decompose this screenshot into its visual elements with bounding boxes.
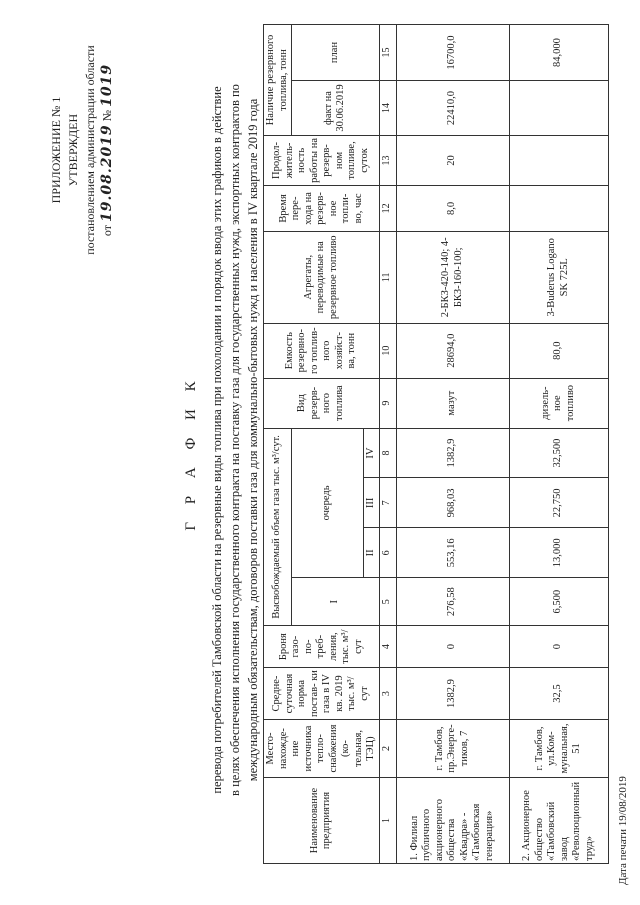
document-title: Г Р А Ф И К (183, 374, 199, 531)
header-reserve: Броня газо- по- треб- ления, тыс. м³/ сут (264, 626, 380, 668)
header-duration: Продол- житель- ность работы на резерв- ном топливе, суток (264, 135, 380, 185)
approval-date-line: от 19.08.2019 № 1019 (99, 63, 115, 237)
header-units: Агрегаты, переводимые на резервное топливо (264, 231, 380, 323)
table-row: 1. Филиал публичного акционерного общества «Квадра» - «Тамбовская генерация» г. Тамбов, пр.Энерге- тиков, 7 1382,9 0 276,58 553,16 968,03 1382,9 мазут 28694,0 2-БКЗ-420-140; 4-БКЗ-160-100; 8,0 20 22410,0 16700,0 (396, 25, 509, 864)
header-fuel-type: Вид резерв- ного топлива (264, 378, 380, 428)
header-stage-2: II (364, 528, 380, 578)
approval-date: 19.08.2019 (99, 124, 115, 223)
print-date: Дата печати 19/08/2019 (617, 776, 629, 885)
header-capacity: Емкость резервно- го топлив- ного хозяйст- ва, тонн (264, 323, 380, 378)
approved-label: УТВЕРЖДЕН (66, 113, 80, 187)
header-stage-3: III (364, 478, 380, 528)
header-name: Наименование предприятия (264, 778, 380, 864)
header-daily-norm: Средне- суточная норма постав- ки газа в IV кв. 2019 тыс. м³/сут (264, 668, 380, 720)
schedule-table (263, 24, 609, 864)
header-stock: Наличие резервного топлива, тонн (264, 25, 292, 136)
header-location: Место- нахожде- ние источника тепло- снабжения (ко- тельная, ТЭЦ) (264, 720, 380, 778)
header-released-volume: Высвобождаемый объем газа тыс. м³/сут. (264, 428, 292, 626)
header-switch-time: Время пере- хода на резерв- ное топли- во, час (264, 185, 380, 231)
approved-by: постановлением администрации области (83, 45, 97, 255)
appendix-block (48, 35, 116, 265)
header-stage: очередь (292, 428, 364, 578)
table-row: 2. Акционерное общество «Тамбовский завод «Революционный труд» г. Тамбов, ул.Ком- мунальная, 51 32,5 0 6,500 13,000 22,750 32,500 дизель- ное топливо 80,0 3-Buderus Logano SK 725L 84,000 (509, 25, 608, 864)
header-plan: план (292, 25, 380, 81)
header-actual: факт на 30.06.2019 (292, 81, 380, 136)
document-subtitle: перевода потребителей Тамбовской области на резервные виды топлива при похолодании и порядок ввода этих графиков в действие в целях обеспечения исполнения государственного контракта на поставку газа для государственных нужд, экспортных контрактов по международным обязательствам, договоров поставки газа для коммунально-бытовых нужд и населения в IV квартале 2019 года (210, 84, 260, 796)
header-stage-1: I (292, 578, 380, 626)
column-numbers-row: 1 2 3 4 5 6 7 8 9 10 11 12 13 14 15 (379, 25, 396, 864)
appendix-number: ПРИЛОЖЕНИЕ № 1 (49, 96, 63, 204)
header-stage-4: IV (364, 428, 380, 478)
approval-number: 1019 (99, 63, 115, 107)
